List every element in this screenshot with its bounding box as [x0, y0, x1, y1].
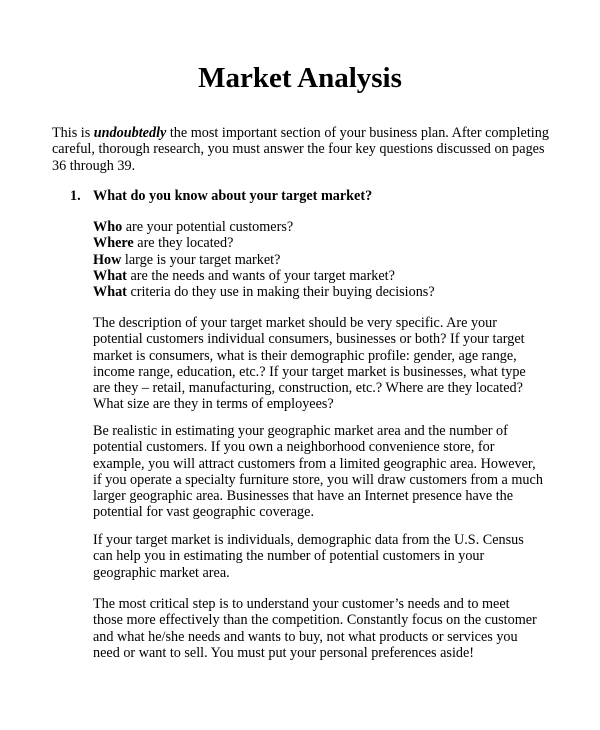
key-question-what-needs [93, 268, 435, 284]
question-text: large is your target market? [121, 251, 281, 268]
question-number: 1. [70, 188, 81, 204]
body-paragraph-customer-needs: The most critical step is to understand your customer’s needs and to meet those more effectively than the competition. Constantly focus on the customer and what he/she needs and wants to buy, not what products or services you need or want to sell. You must put your personal preferences aside! [93, 596, 537, 661]
key-question-what-criteria [93, 284, 435, 300]
key-questions-list [93, 219, 435, 300]
body-paragraph-geographic-area: Be realistic in estimating your geographic market area and the number of potential customers. If you own a neighborhood convenience store, for example, you will attract customers from a limited geographic area. However, if you operate a specialty furniture store, you will draw customers from a much larger geographic area. Businesses that have an Internet presence have the potential for vast geographic coverage. [93, 423, 543, 521]
question-keyword: What [93, 267, 127, 284]
key-question-who [93, 219, 435, 235]
intro-paragraph [52, 125, 552, 174]
question-heading [70, 188, 372, 204]
question-text: are the needs and wants of your target market? [126, 267, 395, 284]
page-title: Market Analysis [198, 62, 402, 94]
key-question-where [93, 235, 435, 251]
key-question-how [93, 252, 435, 268]
question-text: are they located? [133, 235, 234, 252]
question-keyword: Where [93, 235, 134, 252]
body-paragraph-target-market: The description of your target market should be very specific. Are your potential customers individual consumers, businesses or both? If your target market is consumers, what is their demographic profile: gender, age range, income range, education, etc.? If your target market is businesses, what type are they – retail, manufacturing, construction, etc.? Where are they located? What size are they in terms of employees? [93, 315, 526, 413]
question-keyword: Who [93, 219, 123, 235]
question-keyword: How [93, 251, 122, 268]
question-text: are your potential customers? [122, 219, 294, 235]
intro-emphasis: undoubtedly [93, 125, 167, 141]
body-paragraph-census-data: If your target market is individuals, demographic data from the U.S. Census can help you in estimating the number of potential customers in your geographic market area. [93, 532, 524, 581]
question-text: criteria do they use in making their buying decisions? [126, 284, 435, 301]
question-heading-text: What do you know about your target market? [93, 188, 373, 204]
intro-text-end: the most important section of your business plan. After completing careful, thorough research, you must answer the four key questions discussed on pages 36 through 39. [52, 125, 549, 174]
intro-text-start: This is [52, 125, 94, 141]
question-keyword: What [93, 284, 127, 301]
